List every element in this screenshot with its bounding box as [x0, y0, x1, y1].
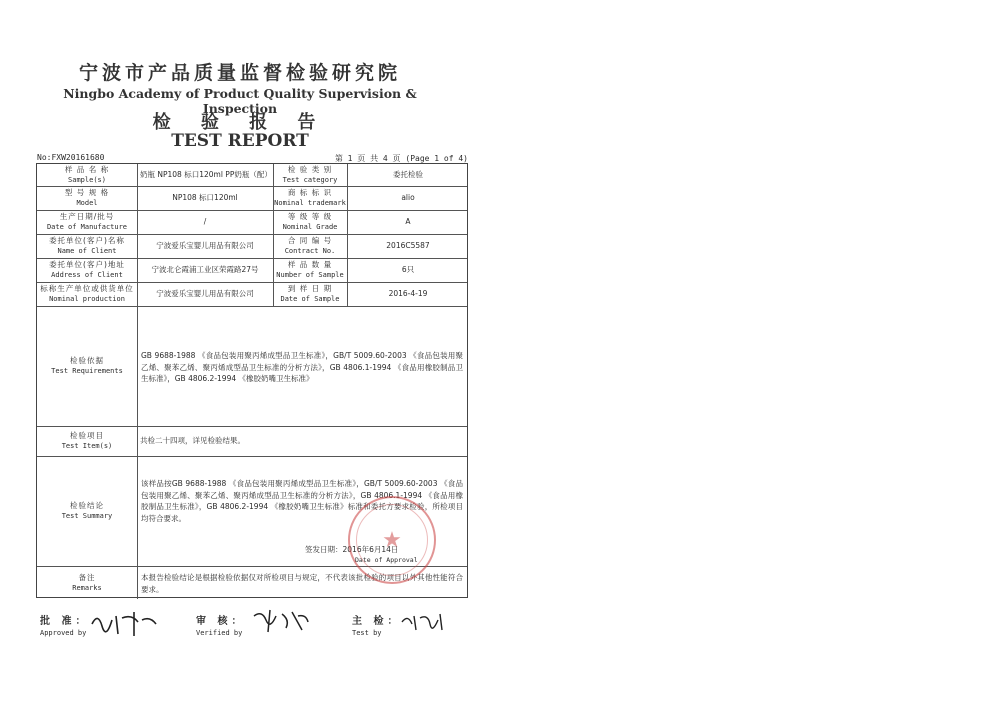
arrival-date-label: 到 样 日 期 Date of Sample — [280, 284, 340, 303]
page-indicator: 第 1 页 共 4 页 (Page 1 of 4) — [334, 154, 468, 163]
tester-signature — [400, 610, 448, 634]
trademark-label: 商 标 标 识 Nominal trademark — [274, 188, 346, 207]
producer-label: 标称生产单位或供货单位 Nominal production — [40, 284, 134, 303]
grade-value: A — [405, 217, 411, 226]
trademark-value: alio — [401, 193, 415, 202]
issue-date: 签发日期：2016年6月14日 — [305, 545, 399, 554]
summary-label: 检验结论 Test Summary — [61, 501, 113, 520]
remarks-text: 本报告检验结论是根据检验依据仅对所检项目与规定，不代表该批检验的项目以外其他性能符合要求。 — [141, 573, 463, 594]
manufacture-date-value: / — [203, 217, 207, 226]
official-seal-stamp: ★ — [348, 496, 436, 584]
requirements-text: GB 9688-1988 《食品包装用聚丙烯成型品卫生标准》，GB/T 5009.60-2003 《食品包装用聚乙烯、聚苯乙烯、聚丙烯成型品卫生标准的分析方法》，GB 4806.1-1994 《食品用橡胶制品卫生标准》，GB 4806.2-1994 《橡胶奶嘴卫生标准》 — [141, 351, 463, 383]
client-label: 委托单位(客户)名称 Name of Client — [49, 236, 125, 255]
sample-label: 样 品 名 称 Sample(s) — [64, 165, 110, 184]
producer-value: 宁波爱乐宝婴儿用品有限公司 — [156, 289, 254, 298]
sample-quantity-value: 6只 — [401, 265, 415, 274]
report-title-en: TEST REPORT — [171, 131, 309, 151]
grade-label: 等 级 等 级 Nominal Grade — [282, 212, 338, 231]
arrival-date-value: 2016-4-19 — [388, 289, 428, 298]
summary-text: 该样品按GB 9688-1988 《食品包装用聚丙烯成型品卫生标准》，GB/T 5009.60-2003 《食品包装用聚乙烯、聚苯乙烯、聚丙烯成型品卫生标准的分析方法》，GB 4806.1-1994 《食品用橡胶制品卫生标准》，GB 4806.2-1994 《橡胶奶嘴卫生标准》标准和委托方要求检验，所检项目均符合要求。 — [141, 479, 463, 523]
contract-label: 合 同 编 号 Contract No. — [284, 236, 336, 255]
test-category-value: 委托检验 — [393, 170, 423, 179]
model-value: NP108 标口120ml — [172, 193, 238, 202]
client-address-label: 委托单位(客户)地址 Address of Client — [49, 260, 125, 279]
approver-signature — [88, 606, 160, 638]
test-category-label: 检 验 类 别 Test category — [282, 165, 338, 184]
remarks-label: 备注 Remarks — [72, 572, 102, 592]
issue-date-en: Date of Approval — [355, 556, 418, 564]
test-items-label: 检验项目 Test Item(s) — [61, 431, 113, 450]
report-title-cn: 检 验 报 告 — [152, 112, 328, 133]
verified-by-block: 审 核： Verified by — [196, 616, 246, 637]
client-value: 宁波爱乐宝婴儿用品有限公司 — [156, 241, 254, 250]
requirements-label: 检验依据 Test Requirements — [51, 356, 123, 375]
institute-name-en: Ningbo Academy of Product Quality Supervision & Inspection — [63, 86, 417, 116]
institute-name-cn: 宁波市产品质量监督检验研究院 — [78, 62, 401, 84]
approved-by-block: 批 准： Approved by — [40, 616, 90, 637]
sample-quantity-label: 样 品 数 量 Number of Sample — [276, 260, 344, 279]
manufacture-date-label: 生产日期/批号 Date of Manufacture — [46, 212, 128, 231]
tested-by-block: 主 检： Test by — [352, 616, 402, 637]
sample-value: 奶瓶 NP108 标口120ml PP奶瓶（配） — [140, 170, 272, 179]
model-label: 型 号 规 格 Model — [64, 188, 110, 207]
test-items-text: 共检二十四项，详见检验结果。 — [140, 436, 245, 445]
report-number: No:FXW20161680 — [37, 153, 105, 162]
contract-value: 2016C5587 — [386, 241, 430, 250]
verifier-signature — [250, 606, 310, 636]
client-address-value: 宁波北仑霞浦工业区荣霞路27号 — [151, 265, 259, 274]
